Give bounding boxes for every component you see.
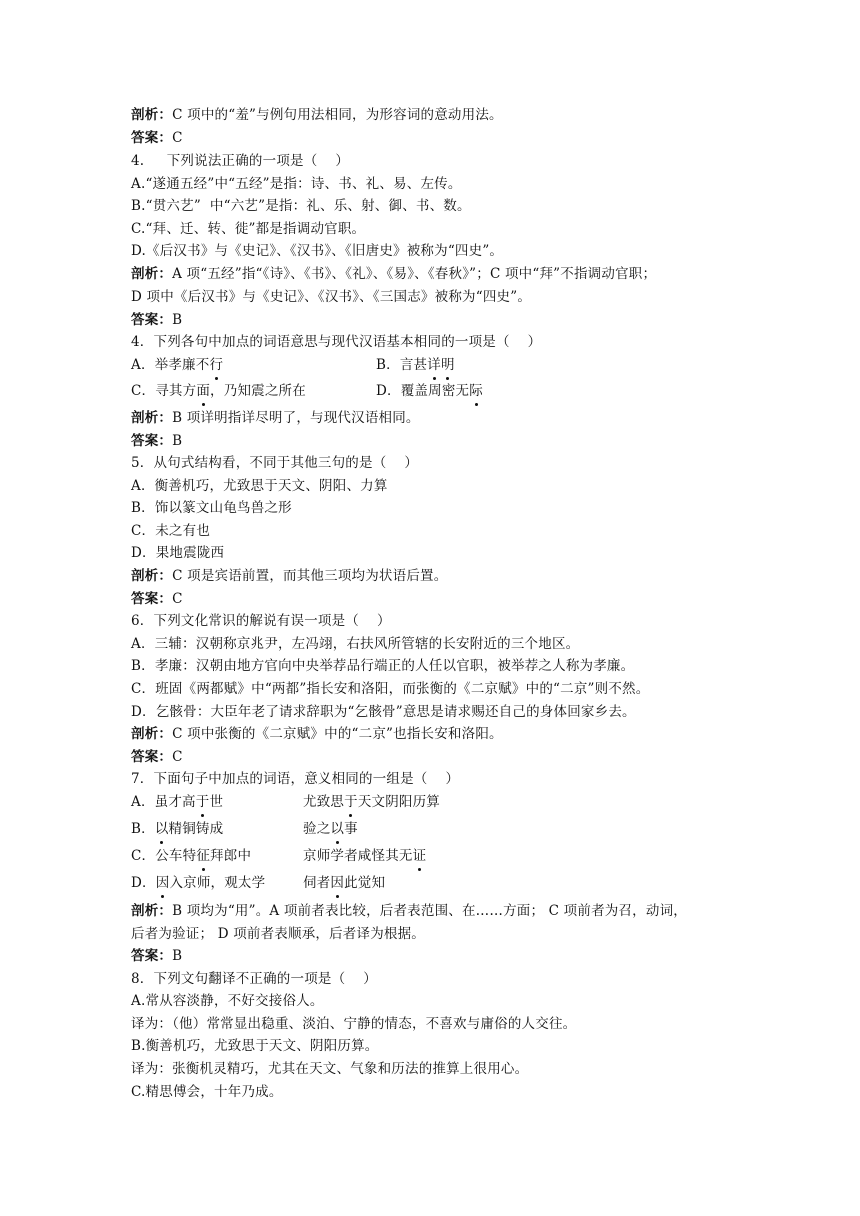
analysis-text: C 项是宾语前置，而其他三项均为状语后置。 <box>172 568 448 584</box>
option-c: C．寻其方面，乃知震之所在 <box>131 383 306 399</box>
option-c-left: C．公车特征拜郎中 <box>131 848 252 864</box>
option-c: C.“拜、迁、转、徙”都是指调动官职。 <box>131 221 366 237</box>
answer-line <box>131 310 182 330</box>
answer-line <box>131 431 182 451</box>
option-row <box>0 355 860 377</box>
option-d: D.《后汉书》与《史记》、《汉书》、《旧唐史》被称为“四史”。 <box>131 243 504 259</box>
analysis-label: 剖析： <box>131 903 173 919</box>
option-b: B.“贯六艺” 中“六艺”是指：礼、乐、射、御、书、数。 <box>131 198 471 214</box>
translation-b: 译为：张衡机灵精巧，尤其在天文、气象和历法的推算上很用心。 <box>131 1061 529 1077</box>
option-row <box>0 846 860 868</box>
analysis-text: B 项均为“用”。A 项前者表比较，后者表范围、在……方面； C 项前者为召，动词， <box>172 903 687 919</box>
option-d-left: D．因入京师，观太学 <box>131 875 266 891</box>
option-row <box>0 819 860 841</box>
analysis-line <box>131 105 503 125</box>
analysis-continued: 后者为验证； D 项前者表顺承，后者译为根据。 <box>131 926 426 942</box>
option-c: C．班固《两都赋》中“两都”指长安和洛阳，而张衡的《二京赋》中的“二京”则不然。 <box>131 681 650 697</box>
question-4b: 4．下列各句中加点的词语意思与现代汉语基本相同的一项是（ ） <box>131 334 542 350</box>
analysis-label: 剖析： <box>131 410 173 426</box>
option-a: A．举孝廉不行 <box>131 357 224 373</box>
answer-text: B <box>172 433 183 449</box>
analysis-line <box>131 901 687 921</box>
option-a: A．三辅：汉朝称京兆尹，左冯翊，右扶风所管辖的长安附近的三个地区。 <box>131 636 580 652</box>
answer-text: B <box>172 948 183 964</box>
analysis-text: C 项中的“羞”与例句用法相同，为形容词的意动用法。 <box>172 107 503 123</box>
option-b: B.衡善机巧，尤致思于天文、阴阳历算。 <box>131 1038 379 1054</box>
question-8: 8．下列文句翻译不正确的一项是（ ） <box>131 971 377 987</box>
analysis-line <box>131 264 656 284</box>
analysis-label: 剖析： <box>131 568 173 584</box>
analysis-line <box>131 408 420 428</box>
answer-label: 答案： <box>131 130 173 146</box>
option-row <box>0 381 860 403</box>
analysis-text: A 项“五经”指“《诗》、《书》、《礼》、《易》、《春秋》”；C 项中“拜”不指调动官职； <box>172 266 657 282</box>
question-7: 7．下面句子中加点的词语，意义相同的一组是（ ） <box>131 771 460 787</box>
option-row <box>0 873 860 895</box>
answer-label: 答案： <box>131 591 173 607</box>
option-d-right: 伺者因此觉知 <box>303 875 386 891</box>
option-b: B．孝廉：汉朝由地方官向中央举荐品行端正的人任以官职，被举荐之人称为孝廉。 <box>131 658 635 674</box>
answer-label: 答案： <box>131 433 173 449</box>
answer-text: B <box>172 312 183 328</box>
answer-line <box>131 946 182 966</box>
analysis-line <box>131 724 503 744</box>
analysis-continued: D 项中《后汉书》与《史记》、《汉书》、《三国志》被称为“四史”。 <box>131 289 532 305</box>
analysis-label: 剖析： <box>131 266 173 282</box>
option-c: C．未之有也 <box>131 523 211 539</box>
option-a: A.“遂通五经”中“五经”是指：诗、书、礼、易、左传。 <box>131 176 462 192</box>
option-a-left: A．虽才高于世 <box>131 794 224 810</box>
option-a: A．衡善机巧，尤致思于天文、阴阳、力算 <box>131 478 388 494</box>
question-5: 5．从句式结构看，不同于其他三句的是（ ） <box>131 455 419 471</box>
option-b: B．言甚详明 <box>376 357 455 373</box>
question-4a: 4. 下列说法正确的一项是（ ） <box>131 153 350 169</box>
option-d: D．覆盖周密无际 <box>376 383 483 399</box>
answer-text: C <box>172 130 183 146</box>
answer-label: 答案： <box>131 948 173 964</box>
answer-text: C <box>172 749 183 765</box>
option-a-right: 尤致思于天文阴阳历算 <box>303 794 441 810</box>
analysis-text: C 项中张衡的《二京赋》中的“二京”也指长安和洛阳。 <box>172 726 503 742</box>
option-b-right: 验之以事 <box>303 821 358 837</box>
option-b: B．饰以篆文山龟鸟兽之形 <box>131 500 292 516</box>
answer-line <box>131 128 183 148</box>
option-a: A.常从容淡静，不好交接俗人。 <box>131 993 324 1009</box>
option-c: C.精思傅会，十年乃成。 <box>131 1084 283 1100</box>
option-c-right: 京师学者咸怪其无证 <box>303 848 427 864</box>
question-6: 6．下列文化常识的解说有误一项是（ ） <box>131 613 391 629</box>
answer-label: 答案： <box>131 749 173 765</box>
answer-line <box>131 589 183 609</box>
analysis-line <box>131 566 447 586</box>
answer-text: C <box>172 591 183 607</box>
option-b-left: B．以精铜铸成 <box>131 821 224 837</box>
answer-label: 答案： <box>131 312 173 328</box>
analysis-text: B 项详明指详尽明了，与现代汉语相同。 <box>172 410 420 426</box>
option-d: D．乞骸骨：大臣年老了请求辞职为“乞骸骨”意思是请求赐还自己的身体回家乡去。 <box>131 704 636 720</box>
analysis-label: 剖析： <box>131 107 173 123</box>
translation-a: 译为：（他）常常显出稳重、淡泊、宁静的情态，不喜欢与庸俗的人交往。 <box>131 1016 577 1032</box>
analysis-label: 剖析： <box>131 726 173 742</box>
option-row <box>0 792 860 814</box>
answer-line <box>131 747 183 767</box>
option-d: D．果地震陇西 <box>131 545 225 561</box>
